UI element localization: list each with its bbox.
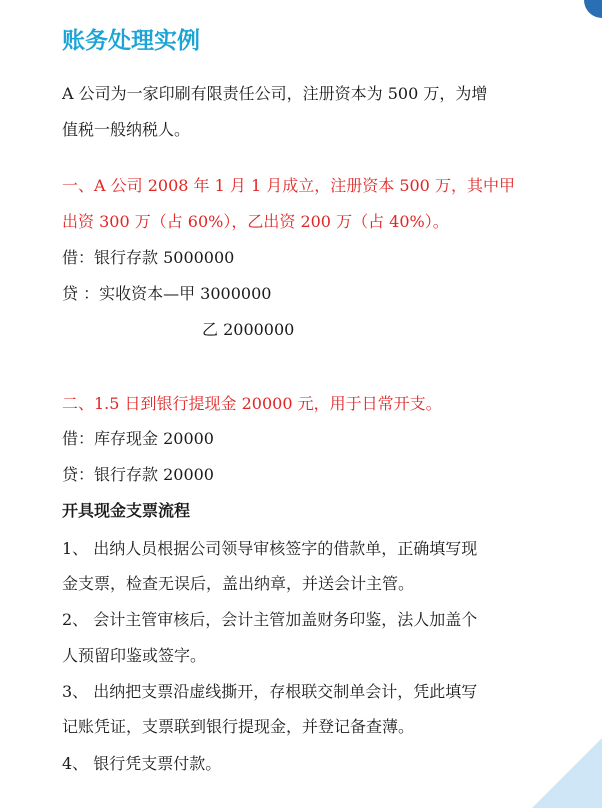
- section1-heading-line-2: 出资 300 万（占 60%），乙出资 200 万（占 40%）。: [62, 212, 449, 231]
- process-line: 1、 出纳人员根据公司领导审核签字的借款单，正确填写现: [62, 539, 478, 558]
- process-title: 开具现金支票流程: [62, 501, 191, 520]
- intro-line-2: 值税一般纳税人。: [62, 120, 191, 139]
- process-line: 3、 出纳把支票沿虚线撕开，存根联交制单会计，凭此填写: [62, 682, 478, 701]
- debit-entry: 借：银行存款 5000000: [62, 248, 235, 267]
- section1-heading-line-1: 一、A 公司 2008 年 1 月 1 月成立，注册资本 500 万，其中甲: [62, 176, 515, 195]
- corner-decoration-top: [584, 0, 602, 18]
- debit-entry-2: 借：库存现金 20000: [62, 429, 214, 448]
- process-line: 人预留印鉴或签字。: [62, 646, 207, 665]
- credit-entry-sub: 乙 2000000: [202, 320, 295, 339]
- process-line: 记账凭证，支票联到银行提现金，并登记备查薄。: [62, 717, 415, 736]
- process-line: 金支票，检查无误后，盖出纳章，并送会计主管。: [62, 574, 415, 593]
- credit-entry: 贷 ：实收资本—甲 3000000: [62, 284, 272, 303]
- intro-line-1: A 公司为一家印刷有限责任公司，注册资本为 500 万，为增: [62, 84, 488, 103]
- credit-entry-2: 贷：银行存款 20000: [62, 465, 214, 484]
- section2-heading: 二、1.5 日到银行提现金 20000 元，用于日常开支。: [62, 394, 442, 413]
- corner-decoration-bottom: [532, 738, 602, 808]
- process-line: 2、 会计主管审核后，会计主管加盖财务印鉴，法人加盖个: [62, 610, 478, 629]
- page-title: 账务处理实例: [62, 28, 200, 54]
- process-line: 4、 银行凭支票付款。: [62, 754, 222, 773]
